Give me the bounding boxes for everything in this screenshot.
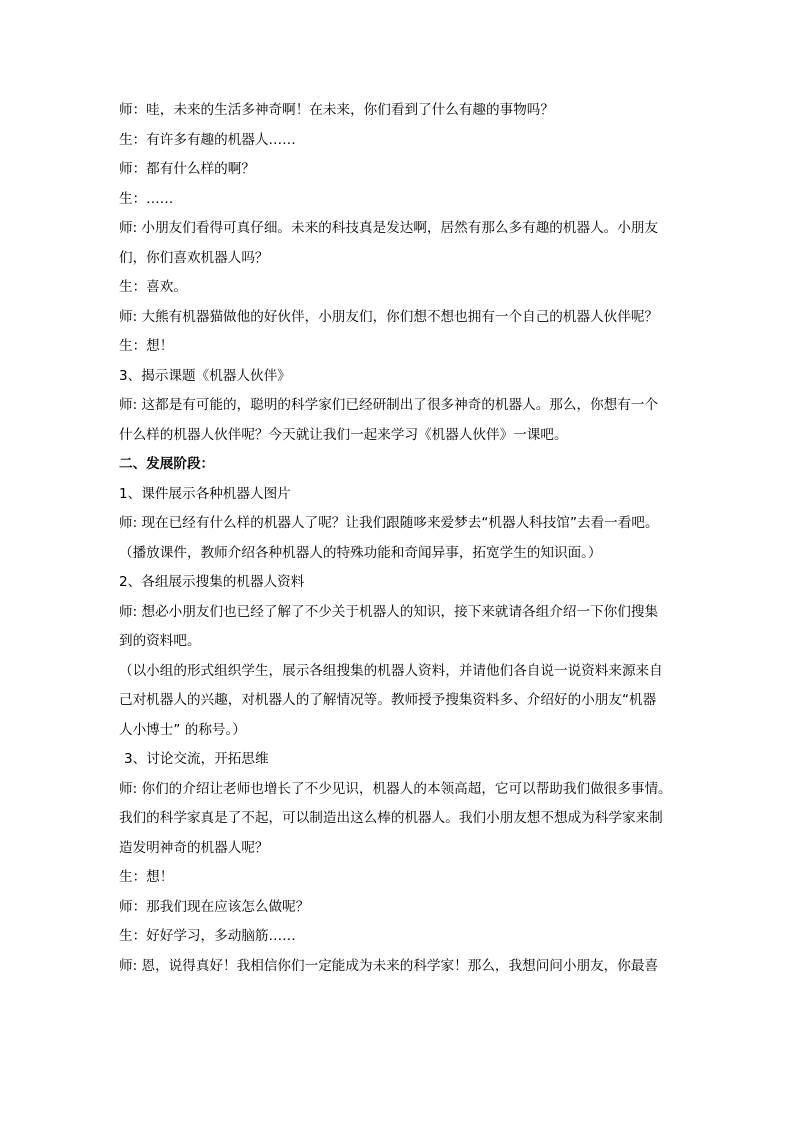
section-heading: 二、发展阶段：: [119, 456, 215, 472]
dialogue-line: 我们的科学家真是了不起，可以制造出这么棒的机器人。我们小朋友想不想成为科学家来制: [119, 810, 663, 826]
step-heading: 3、揭示课题《机器人伙伴》: [119, 367, 291, 384]
dialogue-line: 生：好好学习，多动脑筋……: [119, 928, 296, 944]
dialogue-line: 生：……: [119, 190, 174, 207]
dialogue-line: 师: 恩，说得真好！我相信你们一定能成为未来的科学家！那么，我想问问小朋友，你最喜: [119, 957, 659, 974]
dialogue-line: 师：那我们现在应该怎么做呢？: [119, 898, 310, 915]
step-heading: 3、讨论交流，开拓思维: [124, 751, 269, 767]
dialogue-line: 师: 这都是有可能的，聪明的科学家们已经研制出了很多神奇的机器人。那么，你想有一个: [119, 397, 659, 413]
document-page: [119, 96, 679, 981]
note-line: （播放课件，教师介绍各种机器人的特殊功能和奇闻异事，拓宽学生的知识面。）: [119, 544, 602, 561]
dialogue-line: 什么样的机器人伙伴呢？今天就让我们一起来学习《机器人伙伴》一课吧。: [119, 426, 568, 443]
dialogue-line: 师: 现在已经有什么样的机器人了呢？让我们跟随哆来爱梦去“机器人科技馆”去看一看吧。: [119, 515, 659, 531]
step-heading: 2、各组展示搜集的机器人资料: [119, 574, 305, 590]
note-line: （以小组的形式组织学生，展示各组搜集的机器人资料，并请他们各自说一说资料来源来自: [119, 662, 663, 679]
dialogue-line: 生：想！: [119, 869, 174, 885]
dialogue-line: 生：喜欢。: [119, 279, 187, 295]
dialogue-line: 到的资料吧。: [119, 633, 201, 649]
dialogue-line: 造发明神奇的机器人呢？: [119, 839, 269, 856]
dialogue-line: 师：哇，未来的生活多神奇啊！在未来，你们看到了什么有趣的事物吗？: [119, 102, 554, 118]
dialogue-line: 生：有许多有趣的机器人……: [119, 131, 296, 148]
dialogue-line: 师：都有什么样的啊？: [119, 161, 255, 177]
dialogue-line: 们，你们喜欢机器人吗？: [119, 249, 269, 266]
dialogue-line: 师: 想必小朋友们也已经了解了不少关于机器人的知识，接下来就请各组介绍一下你们搜集: [119, 603, 659, 620]
note-line: 人小博士” 的称号。）: [119, 721, 246, 738]
note-line: 己对机器人的兴趣，对机器人的了解情况等。教师授予搜集资料多、介绍好的小朋友“机器: [119, 692, 657, 708]
dialogue-line: 师: 大熊有机器猫做他的好伙伴，小朋友们，你们想不想也拥有一个自己的机器人伙伴呢？: [119, 308, 659, 325]
dialogue-line: 师: 你们的介绍让老师也增长了不少见识，机器人的本领高超，它可以帮助我们做很多事情。: [119, 780, 672, 797]
step-heading: 1、课件展示各种机器人图片: [119, 485, 291, 502]
dialogue-line: 生：想！: [119, 338, 174, 354]
dialogue-line: 师: 小朋友们看得可真仔细。未来的科技真是发达啊，居然有那么多有趣的机器人。小朋友: [119, 220, 659, 236]
